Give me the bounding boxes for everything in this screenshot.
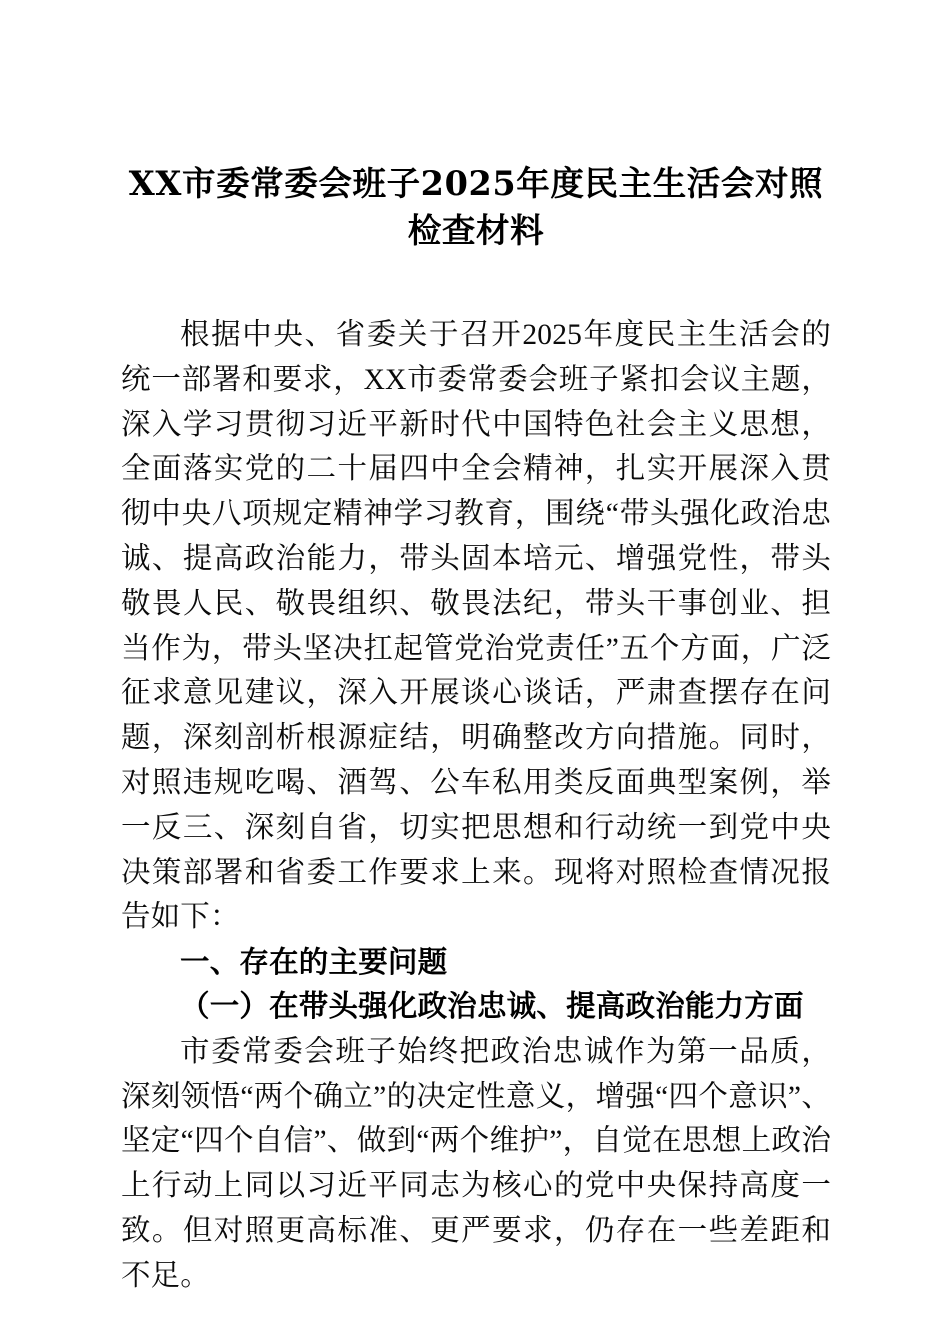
subsection-heading-political-loyalty: （一）在带头强化政治忠诚、提高政治能力方面 bbox=[180, 990, 804, 1023]
page-title-line-1: XX市委常委会班子2025年度民主生活会对照 bbox=[128, 164, 824, 203]
intro-paragraph: 根据中央、省委关于召开2025年度民主生活会的统一部署和要求，XX市委常委会班子紧扣会议主题，深入学习贯彻习近平新时代中国特色社会主义思想，全面落实党的二十届四中全会精神，扎实开展深入贯彻中央八项规定精神学习教育，围绕“带头强化政治忠诚、提高政治能力，带头固本培元、增强党性，带头敬畏人民、敬畏组织、敬畏法纪，带头干事创业、担当作为，带头坚决扛起管党治党责任”五个方面，广泛征求意见建议，深入开展谈心谈话，严肃查摆存在问题，深刻剖析根源症结，明确整改方向措施。同时，对照违规吃喝、酒驾、公车私用类反面典型案例，举一反三、深刻自省，切实把思想和行动统一到党中央决策部署和省委工作要求上来。现将对照检查情况报告如下： bbox=[121, 319, 831, 934]
page-title-line-2: 检查材料 bbox=[407, 211, 545, 250]
document-content-area bbox=[121, 160, 831, 1299]
section-heading-existing-main-problems: 一、存在的主要问题 bbox=[180, 945, 448, 980]
page-title bbox=[121, 160, 831, 254]
title-body-spacer bbox=[121, 254, 831, 313]
subsection-political-loyalty-paragraph: 市委常委会班子始终把政治忠诚作为第一品质，深刻领悟“两个确立”的决定性意义，增强“四个意识”、坚定“四个自信”、做到“两个维护”，自觉在思想上政治上行动上同以习近平同志为核心的党中央保持高度一致。但对照更高标准、更严要求，仍存在一些差距和不足。 bbox=[121, 1035, 831, 1292]
